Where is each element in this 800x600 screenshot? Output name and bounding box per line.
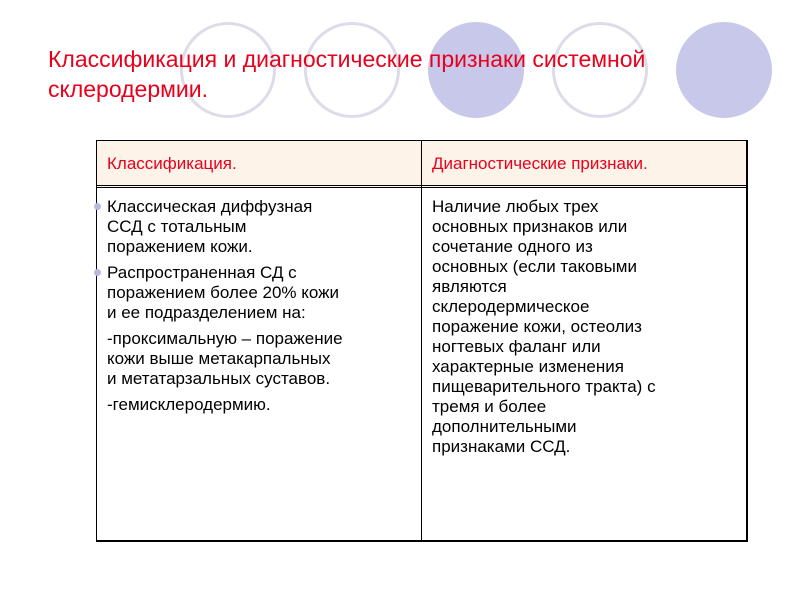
classification-item [107,329,417,389]
diagnostic-line: характерные изменения [432,357,624,376]
diagnostic-line: Наличие любых трех [432,197,599,216]
diagnostic-line: тремя и более [432,397,547,416]
slide-title-line: склеродермии. [48,76,209,102]
classification-line: и метатарзальных суставов. [107,369,331,388]
diagnostic-signs-cell [432,197,737,457]
diagnostic-line: поражение кожи, остеолиз [432,317,642,336]
diagnostic-line: являются [432,277,507,296]
diagnostic-line: пищеварительного тракта) с [432,377,656,396]
classification-line: -проксимальную – поражение [107,329,343,348]
classification-cell [107,197,417,421]
classification-line: ССД с тотальным [107,217,247,236]
diagnostic-line: признаками ССД. [432,437,571,456]
classification-line: Классическая диффузная [107,197,313,216]
classification-line: поражением более 20% кожи [107,283,340,302]
diagnostic-line: основных признаков или [432,217,628,236]
diagnostic-line: сочетание одного из [432,237,593,256]
slide-title [48,44,748,104]
header-diagnostic-signs: Диагностические признаки. [432,154,648,173]
diagnostic-line: склеродермическое [432,297,590,316]
bullet-icon [94,203,101,210]
diagnostic-line: основных (если таковыми [432,257,637,276]
classification-line: Распространенная СД с [107,263,297,282]
classification-item [107,263,417,323]
classification-line: поражением кожи. [107,237,253,256]
classification-table [96,140,748,542]
slide-title-line: Классификация и диагностические признаки системной [48,46,646,72]
classification-line: и ее подразделением на: [107,303,306,322]
column-divider [421,141,422,540]
bullet-icon [94,269,101,276]
header-classification: Классификация. [107,154,237,173]
classification-line: кожи выше метакарпальных [107,349,331,368]
classification-line: -гемисклеродермию. [107,395,271,414]
classification-item [107,395,417,415]
classification-item [107,197,417,257]
diagnostic-line: ногтевых фаланг или [432,337,601,356]
diagnostic-line: дополнительными [432,417,577,436]
